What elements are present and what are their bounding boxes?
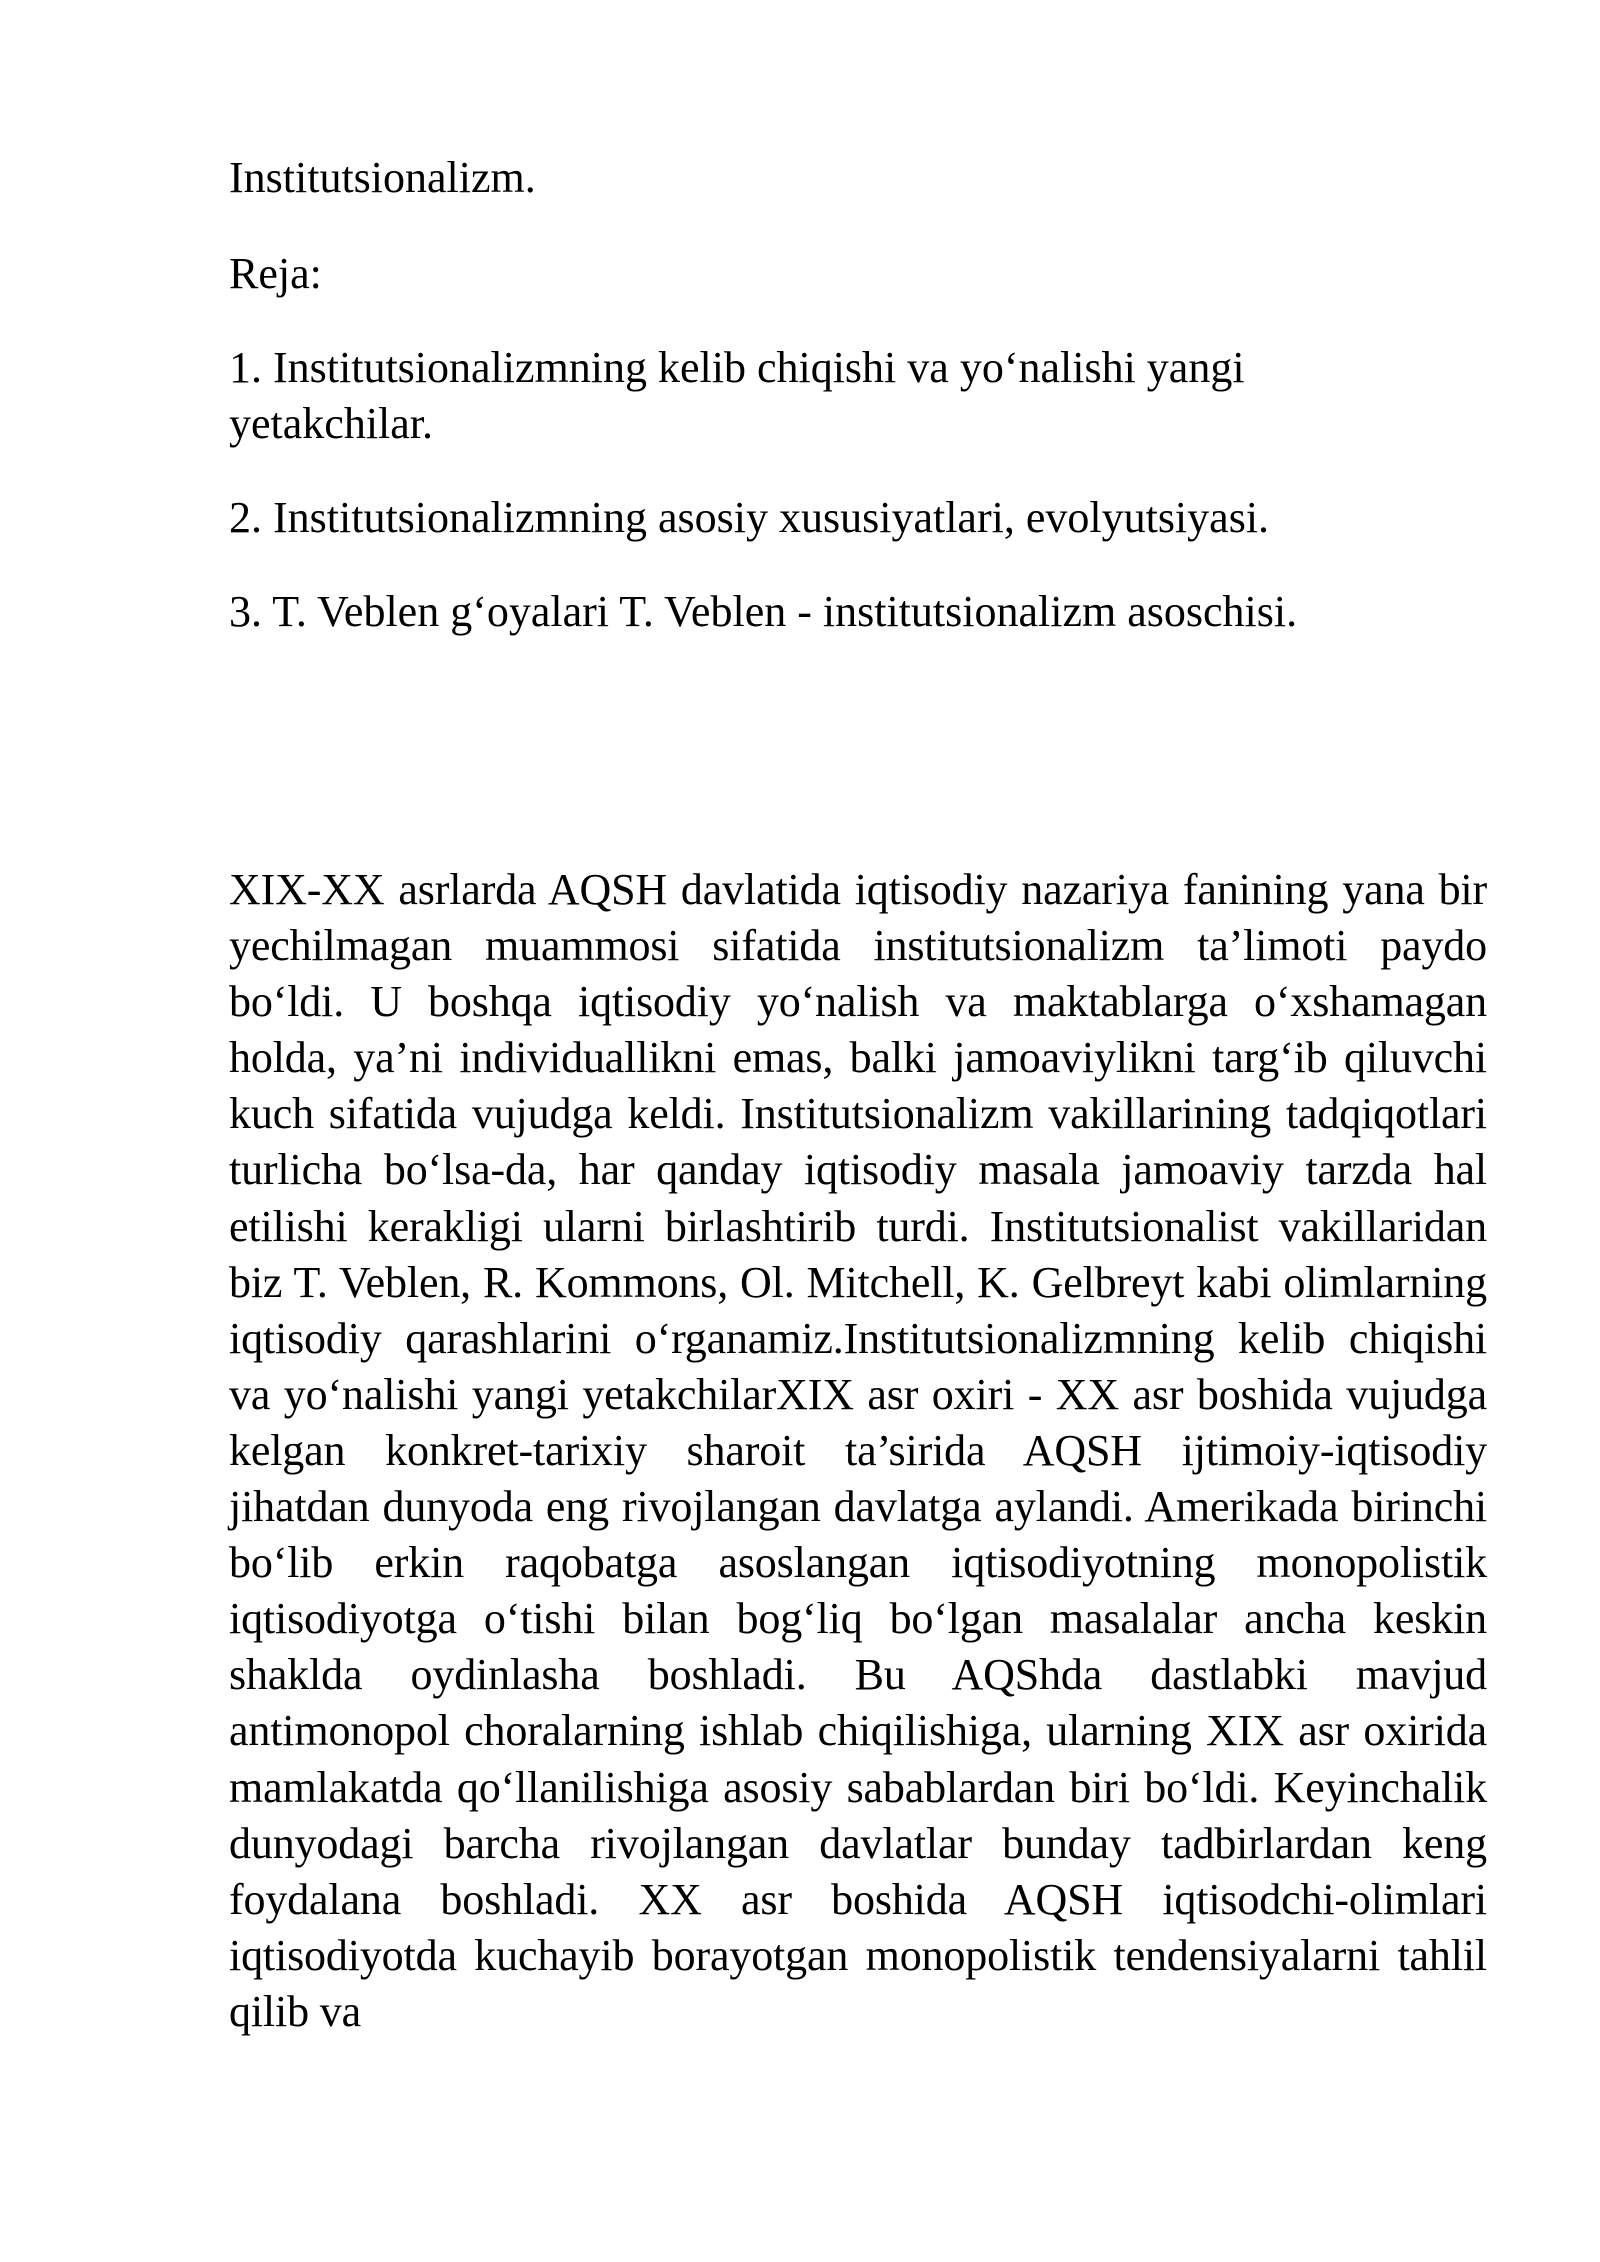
document-title: Institutsionalizm. — [229, 153, 536, 202]
body-paragraph: XIX-XX asrlarda AQSH davlatida iqtisodiy nazariya fanining yana bir yechilmagan muammosi sifatida institutsionalizm ta’limoti paydo bo‘ldi. U boshqa iqtisodiy yo‘nalish va maktablarga o‘xshamagan holda, ya’ni individuallikni emas, balki jamoaviylikni targ‘ib qiluvchi kuch sifatida vujudga keldi. Institutsionalizm vakillarining tadqiqotlari turlicha bo‘lsa-da, har qanday iqtisodiy masala jamoaviy tarzda hal etilishi kerakligi ularni birlashtirib turdi. Institutsionalist vakillaridan biz T. Veblen, R. Kommons, Ol. Mitchell, K. Gelbreyt kabi olimlarning iqtisodiy qarashlarini o‘rganamiz.Institutsionalizmning kelib chiqishi va yo‘nalishi yangi yetakchilarXIX asr oxiri - XX asr boshida vujudga kelgan konkret-tarixiy sharoit ta’sirida AQSH ijtimoiy-iqtisodiy jihatdan dunyoda eng rivojlangan davlatga aylandi. Amerikada birinchi bo‘lib erkin raqobatga asoslangan iqtisodiyotning monopolistik iqtisodiyotga o‘tishi bilan bog‘liq bo‘lgan masalalar ancha keskin shaklda oydinlasha boshladi. Bu AQShda dastlabki mavjud antimonopol choralarning ishlab chiqilishiga, ularning XIX asr oxirida mamlakatda qo‘llanilishiga asosiy sabablardan biri bo‘ldi. Keyinchalik dunyodagi barcha rivojlangan davlatlar bunday tadbirlardan keng foydalana boshladi. XX asr boshida AQSH iqtisodchi-olimlari iqtisodiyotda kuchayib borayotgan monopolistik tendensiyalarni tahlil qilib va — [229, 865, 1487, 2036]
plan-item-1: 1. Institutsionalizmning kelib chiqishi va yo‘nalishi yangi yetakchilar. — [229, 343, 1245, 448]
plan-item-2: 2. Institutsionalizmning asosiy xususiyatlari, evolyutsiyasi. — [229, 493, 1270, 542]
plan-item-3: 3. T. Veblen g‘oyalari T. Veblen - institutsionalizm asoschisi. — [229, 587, 1298, 636]
plan-list — [229, 340, 1379, 678]
plan-heading: Reja: — [229, 249, 322, 298]
